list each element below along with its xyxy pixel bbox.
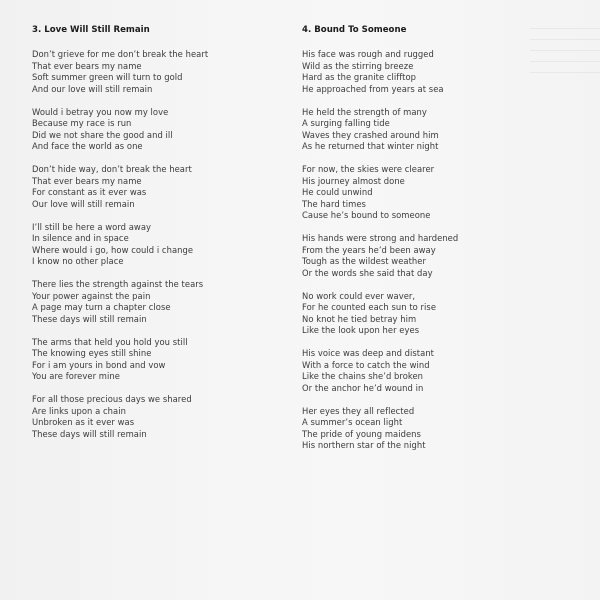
lyric-line: That ever bears my name [32,60,142,71]
lyric-line: No knot he tied betray him [302,313,417,324]
song-column-right [302,24,532,463]
lyric-line: He could unwind [302,187,373,197]
lyric-line: No work could ever waver, [302,290,416,301]
lyric-line: The knowing eyes still shine [32,348,152,358]
lyric-line: For constant as it ever was [32,187,147,197]
lyric-line: I know no other place [32,256,124,266]
lyric-line: Would i betray you now my love [32,106,169,117]
lyric-line: In silence and in space [32,233,129,243]
lyric-line: For all those precious days we shared [32,394,192,404]
lyric-line: Did we not share the good and ill [32,129,173,140]
lyric-line: With a force to catch the wind [302,359,430,370]
stanza [302,406,532,452]
stanza [302,348,532,394]
lyric-line: Or the anchor he’d wound in [302,382,424,393]
stanza [32,49,262,95]
lyric-line: As he returned that winter night [302,141,439,151]
lyric-line: And our love will still remain [32,83,153,94]
lyric-line: Waves they crashed around him [302,129,439,140]
lyric-line: For now, the skies were clearer [302,164,435,174]
lyric-line: I’ll still be here a word away [32,221,152,232]
lyric-line: Tough as the wildest weather [302,256,426,266]
stanza [302,291,532,337]
lyric-line: A page may turn a chapter close [32,302,171,312]
lyric-line: Like the look upon her eyes [302,325,420,335]
lyric-line: Where would i go, how could i change [32,244,194,255]
lyric-line: His journey almost done [302,175,405,186]
lyric-line: His voice was deep and distant [302,348,435,358]
stanza [32,337,262,383]
lyric-line: Soft summer green will turn to gold [32,72,183,82]
lyric-line: He held the strength of many [302,106,427,117]
lyric-line: From the years he’d been away [302,244,436,255]
stanza [32,222,262,268]
stanza [32,164,262,210]
lyric-line: His northern star of the night [302,440,426,450]
lyric-line: These days will still remain [32,428,147,439]
lyric-line: The arms that held you hold you still [32,336,188,347]
song-title: 4. Bound To Someone [302,25,407,35]
stanza [302,49,532,95]
lyric-line: Our love will still remain [32,198,135,209]
stanza [302,233,532,279]
lyric-line: The hard times [302,198,366,209]
lyric-line: There lies the strength against the tears [32,279,204,289]
lyric-line: A summer’s ocean light [302,417,403,427]
show-through-text [530,28,600,108]
lyric-line: Unbroken as it ever was [32,417,135,427]
lyric-line: A surging falling tide [302,118,390,128]
lyric-line: Because my race is run [32,118,132,128]
lyric-line: Like the chains she’d broken [302,371,424,381]
song-column-left [32,24,262,452]
stanza [32,279,262,325]
lyric-line: Don’t hide way, don’t break the heart [32,164,192,174]
lyric-line: Wild as the stirring breeze [302,60,414,71]
lyric-line: That ever bears my name [32,175,142,186]
lyric-line: And face the world as one [32,141,143,151]
lyric-line: For he counted each sun to rise [302,302,437,312]
song-title: 3. Love Will Still Remain [32,25,150,35]
lyric-line: Your power against the pain [32,290,151,301]
lyric-line: These days will still remain [32,313,147,324]
stanza [32,107,262,153]
lyric-line: Her eyes they all reflected [302,405,415,416]
lyric-line: For i am yours in bond and vow [32,359,166,370]
stanza [32,394,262,440]
lyric-line: Are links upon a chain [32,405,126,416]
stanza [302,107,532,153]
lyric-line: The pride of young maidens [302,428,421,439]
lyric-line: He approached from years at sea [302,83,444,94]
stanza [302,164,532,222]
lyric-line: His hands were strong and hardened [302,233,459,243]
lyric-line: Cause he’s bound to someone [302,210,431,220]
lyric-line: Hard as the granite clifftop [302,72,417,82]
lyric-line: You are forever mine [32,371,120,381]
lyric-line: His face was rough and rugged [302,49,434,59]
lyric-line: Don’t grieve for me don’t break the heart [32,49,209,59]
lyric-line: Or the words she said that day [302,267,433,278]
